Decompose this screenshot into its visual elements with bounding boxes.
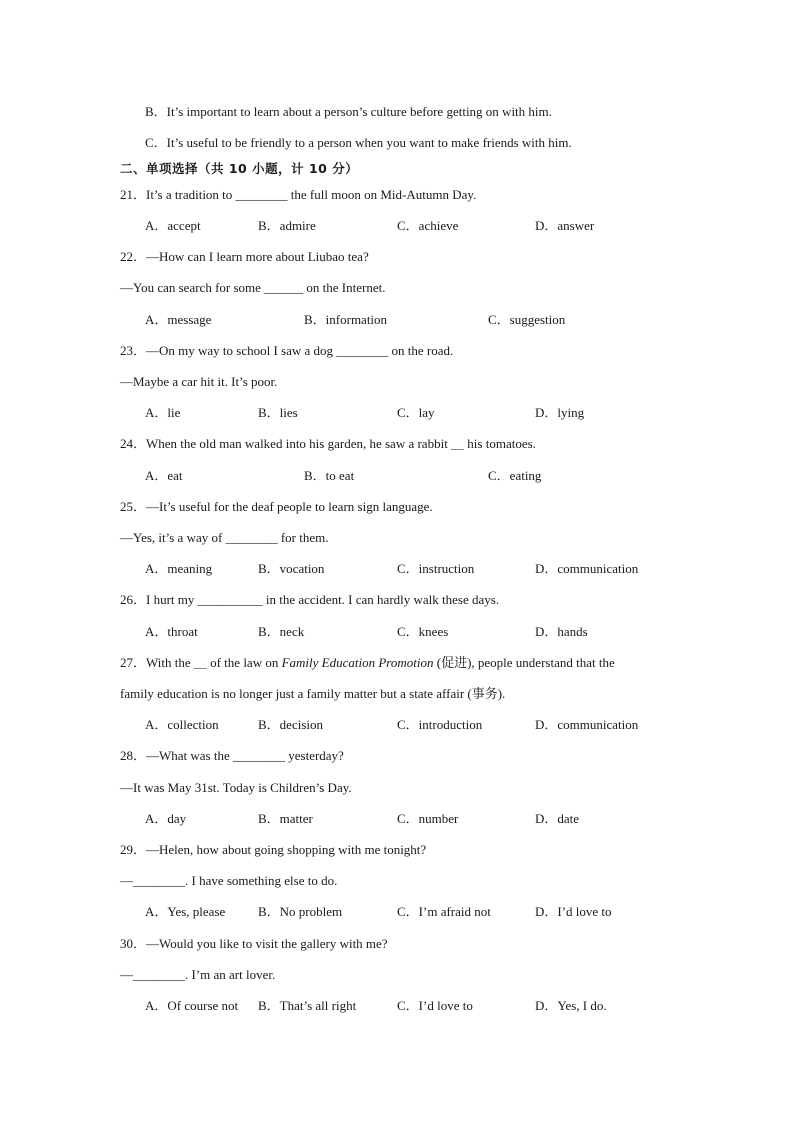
option-a: A．throat [145,624,198,639]
question-27-stem-start: 27．With the ＿ of the law on [120,655,282,670]
option-b: B．information [304,312,388,327]
option-a: A．Of course not [145,998,239,1013]
option-b: B．No problem [258,904,343,919]
option-d: D．Yes, I do. [535,998,607,1013]
question-21-stem: 21．It’s a tradition to ________ the full moon on Mid-Autumn Day. [120,187,477,202]
option-a: A．eat [145,468,183,483]
question-27-options [145,717,705,733]
question-25-options [145,561,705,577]
option-a: A．lie [145,405,181,420]
option-c: C．I’d love to [397,998,473,1013]
option-b: B．neck [258,624,305,639]
option-a: A．day [145,811,187,826]
option-b: B．to eat [304,468,355,483]
question-30-stem: 30．—Would you like to visit the gallery with me? [120,936,388,951]
option-c: C．instruction [397,561,475,576]
question-24-stem: 24．When the old man walked into his garden, he saw a rabbit ＿ his tomatoes. [120,436,536,451]
question-29-stem: 29．—Helen, how about going shopping with me tonight? [120,842,427,857]
question-21-options [145,218,705,234]
question-30-options [145,998,705,1014]
question-25-reply: —Yes, it’s a way of ________ for them. [120,530,329,545]
option-d: D．answer [535,218,595,233]
option-a: A．message [145,312,212,327]
question-22-stem: 22．—How can I learn more about Liubao tea? [120,249,369,264]
question-27-stem-end: (促进), people understand that the [433,655,615,670]
option-a: A．accept [145,218,201,233]
option-b-previous-question: B．It’s important to learn about a person’s culture before getting on with him. [145,104,552,119]
option-c: C．introduction [397,717,483,732]
option-c: C．lay [397,405,435,420]
option-c: C．I’m afraid not [397,904,491,919]
option-a: A．collection [145,717,219,732]
option-d: D．hands [535,624,588,639]
question-23-options [145,405,705,421]
option-c-previous-question: C．It’s useful to be friendly to a person when you want to make friends with him. [145,135,572,150]
option-b: B．decision [258,717,323,732]
option-c: C．achieve [397,218,459,233]
question-27-stem-continued: family education is no longer just a family matter but a state affair (事务). [120,686,506,701]
option-d: D．I’d love to [535,904,612,919]
question-30-reply: —________. I’m an art lover. [120,967,276,982]
option-d: D．communication [535,717,639,732]
option-a: A．meaning [145,561,213,576]
option-b: B．vocation [258,561,325,576]
question-25-stem: 25．—It’s useful for the deaf people to learn sign language. [120,499,433,514]
option-b: B．matter [258,811,313,826]
question-28-stem: 28．—What was the ________ yesterday? [120,748,344,763]
option-b: B．lies [258,405,298,420]
question-26-options [145,624,705,640]
option-c: C．knees [397,624,449,639]
option-d: D．lying [535,405,585,420]
question-26-stem: 26．I hurt my __________ in the accident. I can hardly walk these days. [120,592,500,607]
question-24-options [145,468,705,484]
option-c: C．number [397,811,459,826]
option-a: A．Yes, please [145,904,226,919]
section-title: 二、单项选择（共 10 小题，计 10 分） [120,161,359,176]
option-d: D．communication [535,561,639,576]
option-d: D．date [535,811,580,826]
question-23-stem: 23．—On my way to school I saw a dog ________ on the road. [120,343,454,358]
question-29-options [145,904,705,920]
law-title: Family Education Promotion [281,655,434,670]
option-b: B．admire [258,218,316,233]
question-28-options [145,811,705,827]
option-b: B．That’s all right [258,998,357,1013]
question-22-options [145,312,705,328]
option-c: C．eating [488,468,542,483]
question-22-reply: —You can search for some ______ on the Internet. [120,280,386,295]
question-27-stem [120,655,615,671]
question-29-reply: —________. I have something else to do. [120,873,338,888]
option-c: C．suggestion [488,312,566,327]
question-28-reply: —It was May 31st. Today is Children’s Day. [120,780,352,795]
question-23-reply: —Maybe a car hit it. It’s poor. [120,374,278,389]
